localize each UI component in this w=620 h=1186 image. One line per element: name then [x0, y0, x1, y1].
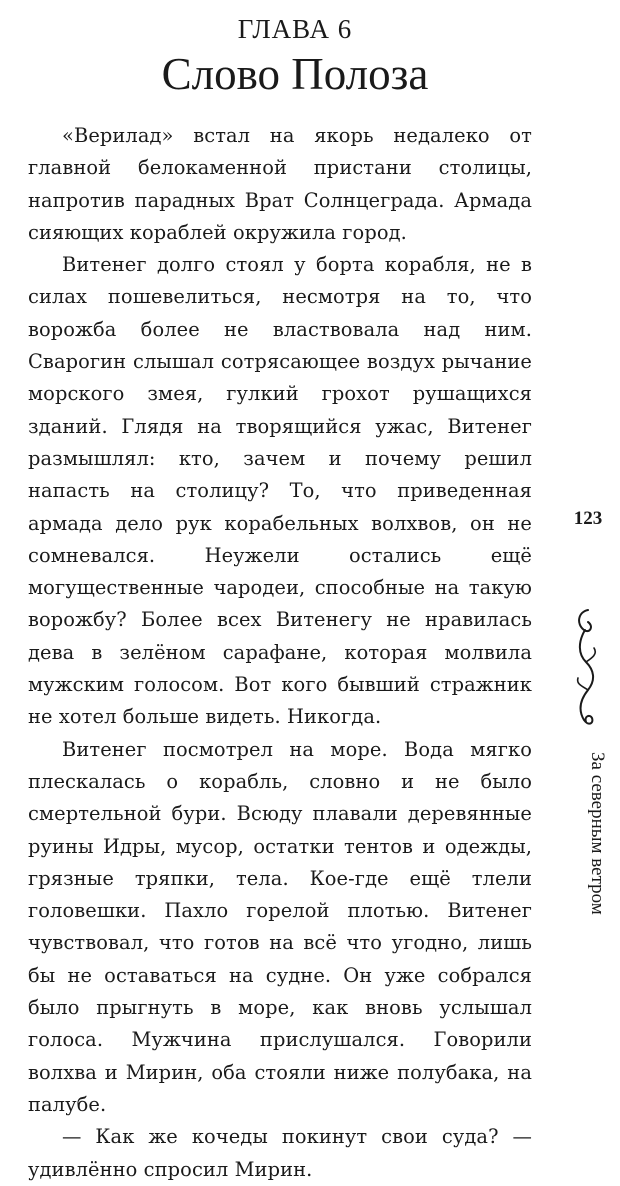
paragraph: Витенег долго стоял у борта корабля, не в силах пошевелиться, несмотря на то, что ворожба более не властвовала над ним. Сварогин слышал сотрясающее воздух рычание морского змея, гулкий грохот рушащихся зданий. Глядя на творящийся ужас, Витенег размышлял: кто, зачем и почему решил напасть на столицу? То, что приведенная армада дело рук корабельных волхвов, он не сомневался. Неужели остались ещё могущественные чародеи, способные на такую ворожбу? Более всех Витенегу не нравилась дева в зелёном сарафане, которая молвила мужским голосом. Вот кого бывший стражник не хотел больше видеть. Никогда. [28, 253, 532, 729]
flourish-ornament-icon [568, 606, 604, 732]
paragraph: Витенег посмотрел на море. Вода мягко плескалась о корабль, словно и не было смертельной бури. Всюду плавали деревянные руины Идры, мусор, остатки тентов и одежды, грязные тряпки, тела. Кое-где ещё тлели головешки. Пахло горелой плотью. Витенег чувствовал, что готов на всё что угодно, лишь бы не оставаться на судне. Он уже собрался было прыгнуть в море, как вновь услышал голоса. Мужчина прислушался. Говорили волхва и Мирин, оба стояли ниже полубака, на палубе. [28, 737, 532, 1116]
chapter-label: ГЛАВА 6 [237, 14, 353, 44]
page-number: 123 [573, 508, 603, 529]
paragraph: — Как же кочеды покинут свои суда? — удивлённо спросил Мирин. [28, 1125, 532, 1181]
paragraph: «Верилад» встал на якорь недалеко от главной белокаменной пристани столицы, напротив парадных Врат Солнцеграда. Армада сияющих кораблей окружила город. [28, 124, 532, 244]
running-title: За северным ветром [587, 752, 608, 915]
body-text [28, 120, 532, 1186]
chapter-title: Слово Полоза [161, 49, 429, 99]
